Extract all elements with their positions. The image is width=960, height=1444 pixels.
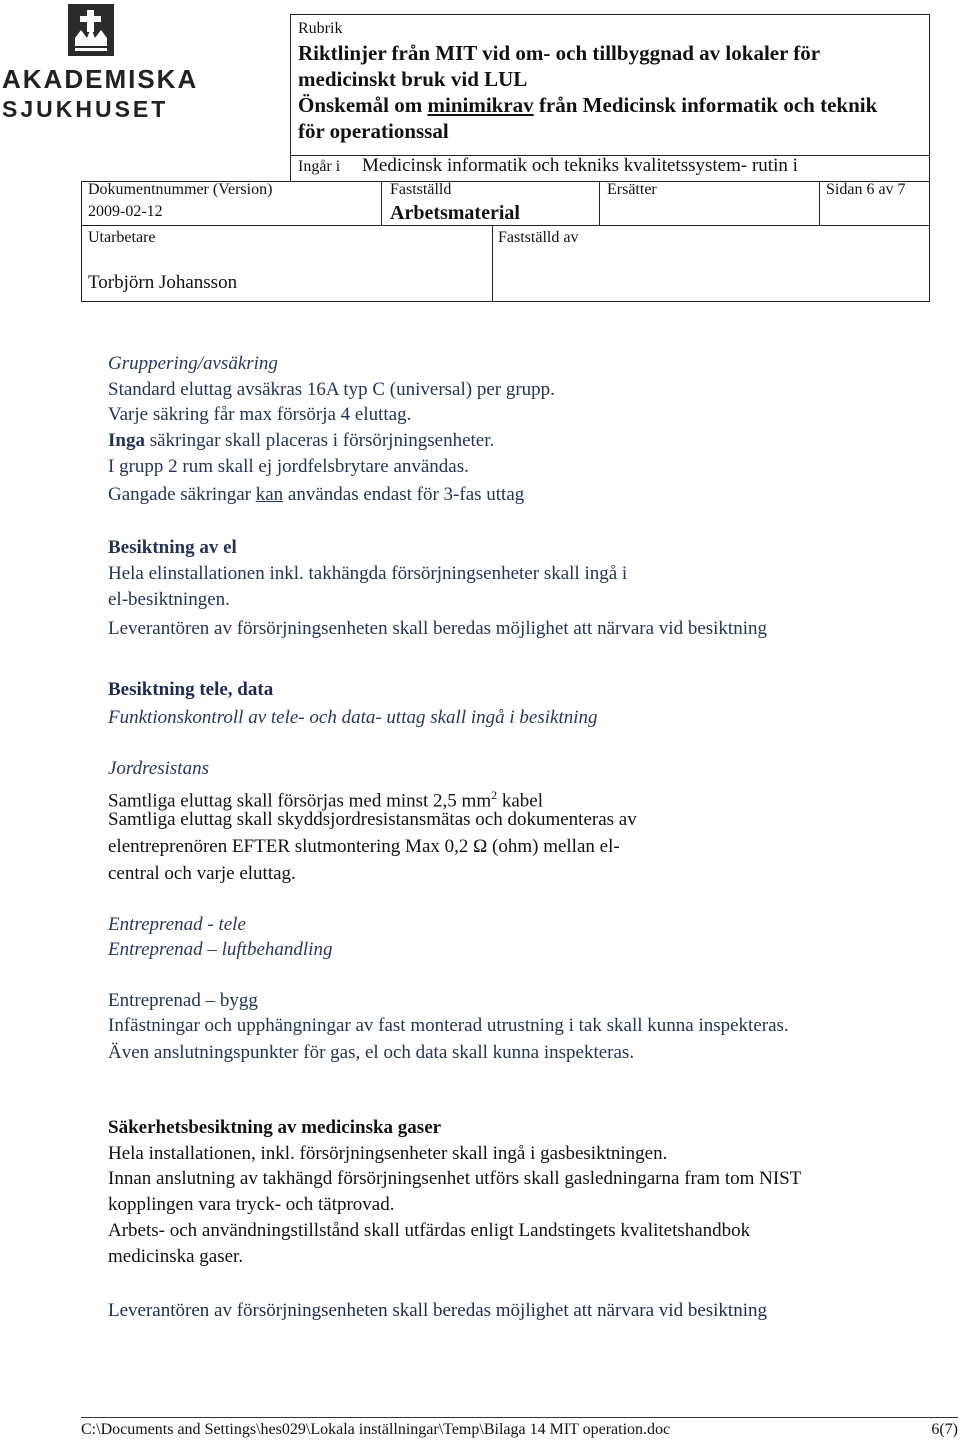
rubrik-label: Rubrik xyxy=(298,20,343,37)
title-line2: medicinskt bruk vid LUL xyxy=(298,67,528,91)
faststalld-value: Arbetsmaterial xyxy=(390,202,520,224)
grp-line3-bold: Inga xyxy=(108,430,145,451)
ersatter-label: Ersätter xyxy=(607,181,657,198)
faststalld-av-label: Fastställd av xyxy=(498,229,579,246)
final-line1: Leverantören av försörjningsenheten skall beredas möjlighet att närvara vid besiktning xyxy=(108,1300,767,1321)
gas-line5: medicinska gaser. xyxy=(108,1246,244,1267)
footer-page: 6(7) xyxy=(931,1421,958,1438)
title-line4: för operationssal xyxy=(298,119,449,143)
gas-line2: Innan anslutning av takhängd försörjningsenhet utförs skall gasledningarna fram tom NIST xyxy=(108,1168,802,1189)
jord-line1-pre: Samtliga eluttag skall försörjas med minst 2,5 mm xyxy=(108,790,492,812)
gas-heading: Säkerhetsbesiktning av medicinska gaser xyxy=(108,1117,442,1138)
grp-line4: I grupp 2 rum skall ej jordfelsbrytare användas. xyxy=(108,456,469,477)
entr-tele: Entreprenad - tele xyxy=(108,914,246,935)
entr-luft: Entreprenad – luftbehandling xyxy=(108,939,333,960)
footer-path: C:\Documents and Settings\hes029\Lokala inställningar\Temp\Bilaga 14 MIT operation.doc xyxy=(81,1421,671,1438)
sidan-label: Sidan 6 av 7 xyxy=(826,181,906,198)
title-line3-pre: Önskemål om xyxy=(298,93,428,117)
utarbetare-value: Torbjörn Johansson xyxy=(88,272,238,293)
crown-cross-icon xyxy=(0,0,200,70)
grp-line2: Varje säkring får max försörja 4 eluttag. xyxy=(108,404,412,425)
grp-line5-post: användas endast för 3-fas uttag xyxy=(283,484,525,505)
ingar-label: Ingår i xyxy=(298,158,341,175)
tele-line1: Funktionskontroll av tele- och data- uttag skall ingå i besiktning xyxy=(108,707,598,728)
grp-line5 xyxy=(108,482,524,508)
jord-line2: Samtliga eluttag skall skyddsjordresistansmätas och dokumenteras av xyxy=(108,809,637,830)
entr-bygg: Entreprenad – bygg xyxy=(108,990,258,1011)
el-line2: el-besiktningen. xyxy=(108,589,230,610)
grp-line3 xyxy=(108,428,494,454)
bygg-line1: Infästningar och upphängningar av fast monterad utrustning i tak skall kunna inspekteras. xyxy=(108,1015,789,1036)
gas-line1: Hela installationen, inkl. försörjningsenheter skall ingå i gasbesiktningen. xyxy=(108,1143,668,1164)
hospital-logo xyxy=(0,0,200,130)
jord-heading: Jordresistans xyxy=(108,758,209,779)
el-heading: Besiktning av el xyxy=(108,537,237,558)
jord-line1-sup: 2 xyxy=(491,788,498,802)
title-line3-underlined: minimikrav xyxy=(427,93,534,117)
tele-heading: Besiktning tele, data xyxy=(108,679,274,700)
jord-line4: central och varje eluttag. xyxy=(108,863,296,884)
doknr-label: Dokumentnummer (Version) xyxy=(88,181,273,198)
grp-line1: Standard eluttag avsäkras 16A typ C (universal) per grupp. xyxy=(108,379,555,400)
utarbetare-label: Utarbetare xyxy=(88,229,156,246)
faststalld-label: Fastställd xyxy=(390,181,452,198)
bygg-line2: Även anslutningspunkter för gas, el och data skall kunna inspekteras. xyxy=(108,1042,635,1063)
el-line3: Leverantören av försörjningsenheten skall beredas möjlighet att närvara vid besiktning xyxy=(108,618,767,639)
logo-line2: SJUKHUSET xyxy=(2,96,169,122)
title-line3-post: från Medicinsk informatik och teknik xyxy=(533,93,878,117)
ingar-value: Medicinsk informatik och tekniks kvalitetssystem- rutin i xyxy=(362,155,798,176)
jord-line3: elentreprenören EFTER slutmontering Max 0,2 Ω (ohm) mellan el- xyxy=(108,836,620,857)
grp-line5-underlined: kan xyxy=(255,484,284,505)
title-line3 xyxy=(298,92,877,118)
logo-line1: AKADEMISKA xyxy=(2,64,199,94)
title-line1: Riktlinjer från MIT vid om- och tillbyggnad av lokaler för xyxy=(298,41,821,65)
grp-heading: Gruppering/avsäkring xyxy=(108,353,278,374)
gas-line3: kopplingen vara tryck- och tätprovad. xyxy=(108,1194,395,1215)
doknr-value: 2009-02-12 xyxy=(88,203,163,220)
grp-line3-rest: säkringar skall placeras i försörjningsenheter. xyxy=(144,430,495,451)
gas-line4: Arbets- och användningstillstånd skall utfärdas enligt Landstingets kvalitetshandbok xyxy=(108,1220,751,1241)
jord-line1-post: kabel xyxy=(497,790,544,812)
el-line1: Hela elinstallationen inkl. takhängda försörjningsenheter skall ingå i xyxy=(108,563,628,584)
grp-line5-pre: Gangade säkringar xyxy=(108,484,256,505)
footer-rule xyxy=(81,1417,958,1418)
